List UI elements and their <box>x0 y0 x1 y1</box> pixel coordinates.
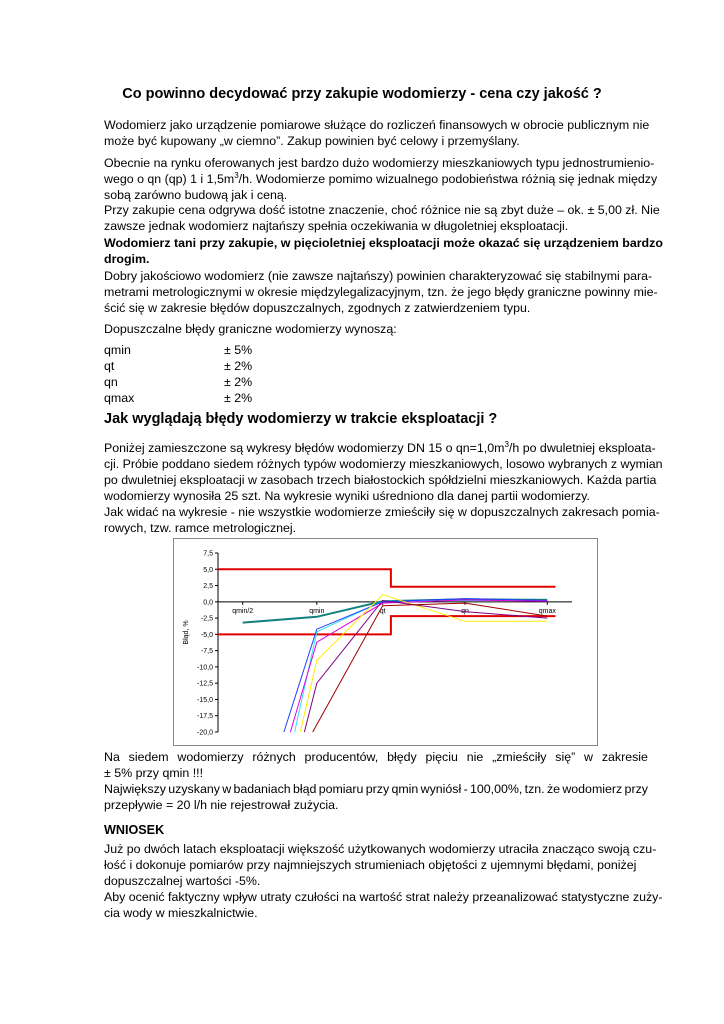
intro-paragraph-4-bold <box>104 235 663 267</box>
text-line: ± 5% przy qmin !!! <box>104 766 204 780</box>
x-tick-label: qmin <box>309 607 325 615</box>
flow-name: qmin <box>104 343 131 357</box>
superscript: 3 <box>504 439 509 449</box>
intro-paragraph-3 <box>104 202 660 234</box>
flow-name: qt <box>104 359 115 373</box>
text-fragment: wego o qn (qp) 1 i 1,5m <box>104 172 235 186</box>
y-axis-label: Błąd, % <box>183 620 190 645</box>
text-line: łość i dokonuje pomiarów przy najmniejszych strumieniach objętości z ujemnymi błędami, poniżej <box>104 858 637 872</box>
word: Na <box>104 750 120 764</box>
text-line: Przy zakupie cena odgrywa dość istotne znaczenie, choć różnice nie są zbyt duże – ok. ± 5,00 zł. Nie <box>104 203 660 217</box>
word: w <box>222 782 232 796</box>
word: siedem <box>128 750 169 764</box>
text-line: Jak widać na wykresie - nie wszystkie wodomierze zmieściły się w dopuszczalnych zakresach pomia- <box>104 505 660 519</box>
word: uzyskany <box>168 782 220 796</box>
word: 100,00%, <box>470 782 523 796</box>
word: wyniósł <box>420 782 462 796</box>
word: Największy <box>104 782 166 796</box>
y-tick-label: -15,0 <box>197 696 213 704</box>
y-tick-label: -17,5 <box>197 713 213 721</box>
error-value: ± 2% <box>224 375 253 389</box>
word: - <box>463 782 468 796</box>
flow-name: qmax <box>104 391 135 405</box>
y-tick-label: 7,5 <box>203 550 213 558</box>
text-line: Już po dwóch latach eksploatacji większość użytkowanych wodomierzy utraciła znacząco swoją czu- <box>104 842 657 856</box>
word: pomiaru <box>318 782 364 796</box>
section-heading: Jak wyglądają błędy wodomierzy w trakcie eksploatacji ? <box>104 411 498 427</box>
word: „zmieściły <box>492 750 547 764</box>
intro-paragraph-2 <box>104 155 658 203</box>
text-fragment: /h. Wodomierze pomimo wizualnego podobieństwa różnią się jednak między <box>238 172 658 186</box>
text-line: sobą zarówno budową jak i ceną. <box>104 188 288 202</box>
word: pięciu <box>425 750 458 764</box>
word: tzn. <box>524 782 545 796</box>
error-chart <box>173 538 598 746</box>
table-row <box>104 390 252 406</box>
text-line <box>104 170 658 187</box>
y-tick-label: -10,0 <box>197 664 213 672</box>
conclusion-heading: WNIOSEK <box>104 823 165 837</box>
series-line-magenta <box>290 600 547 732</box>
flow-name: qn <box>104 375 118 389</box>
y-tick-label: -5,0 <box>200 631 213 639</box>
text-line: drogim. <box>104 252 150 266</box>
word: badaniach <box>233 782 291 796</box>
table-row <box>104 342 252 358</box>
errors-table <box>104 342 252 406</box>
lower-limit-line <box>218 616 556 634</box>
page-title: Co powinno decydować przy zakupie wodomierzy - cena czy jakość ? <box>122 86 602 102</box>
word: że <box>546 782 561 796</box>
text-fragment: /h po dwuletniej eksploata- <box>508 441 656 455</box>
text-line: Obecnie na rynku oferowanych jest bardzo dużo wodomierzy mieszkaniowych typu jednostrumienio- <box>104 156 655 170</box>
text-line: Wodomierz tani przy zakupie, w pięcioletniej eksploatacji może okazać się urządzeniem bardzo <box>104 236 663 250</box>
table-row <box>104 358 252 374</box>
word: błędy <box>387 750 417 764</box>
series-line-darkred <box>313 603 548 732</box>
text-line: Aby ocenić faktyczny wpływ utraty czułości na wartość strat należy przeanalizować statystyczne zuży- <box>104 890 663 904</box>
word: różnych <box>252 750 296 764</box>
x-tick-label: qt <box>379 607 386 615</box>
superscript: 3 <box>234 170 239 180</box>
text-line: dopuszczalnej wartości -5%. <box>104 874 261 888</box>
word: nie <box>466 750 484 764</box>
word: przy <box>624 782 648 796</box>
text-line: metrami metrologicznymi w okresie międzylegalizacyjnym, tzn. że jego błędy graniczne powinny mie- <box>104 285 658 299</box>
word: przy <box>365 782 390 796</box>
series-line-cyan <box>295 601 548 733</box>
error-value: ± 2% <box>224 391 253 405</box>
intro-paragraph-6 <box>104 321 648 337</box>
y-tick-label: 2,5 <box>203 583 213 591</box>
word: zakresie <box>601 750 648 764</box>
text-line: Dopuszczalne błędy graniczne wodomierzy wynoszą: <box>104 322 397 336</box>
intro-paragraph-1 <box>104 117 648 149</box>
y-tick-label: -20,0 <box>197 729 213 737</box>
error-value: ± 2% <box>224 359 253 373</box>
y-tick-label: 5,0 <box>203 566 213 574</box>
error-value: ± 5% <box>224 343 253 357</box>
x-tick-label: qn <box>461 607 469 615</box>
table-row <box>104 374 252 390</box>
intro-paragraph-5 <box>104 268 658 316</box>
text-line: zawsze jednak wodomierz najtańszy spełnia oczekiwania w długoletniej eksploatacji. <box>104 219 569 233</box>
text-line: wodomierzy wynosiła 25 szt. Na wykresie wyniki uśredniono dla danej partii wodomierzy. <box>104 489 590 503</box>
text-fragment: Poniżej zamieszczone są wykresy błędów wodomierzy DN 15 o qn=1,0m <box>104 441 505 455</box>
chart-svg <box>174 539 597 745</box>
text-line: rowych, tzw. ramce metrologicznej. <box>104 521 297 535</box>
text-line: po dwuletniej eksploatacji w zasobach trzech białostockich spółdzielni mieszkaniowych. Każda partia <box>104 473 657 487</box>
section2-paragraph <box>104 439 663 536</box>
text-line: ścić się w zakresie błędów dopuszczalnych, zgodnych z zatwierdzeniem typu. <box>104 301 531 315</box>
text-line <box>104 439 656 456</box>
word: wodomierzy <box>177 750 244 764</box>
upper-limit-line <box>218 569 556 587</box>
word: wodomierz <box>562 782 623 796</box>
conclusion-paragraph <box>104 841 663 921</box>
word: producentów, <box>304 750 379 764</box>
y-tick-label: -12,5 <box>197 680 213 688</box>
word: błąd <box>292 782 317 796</box>
text-line: Wodomierz jako urządzenie pomiarowe służące do rozliczeń finansowych w obrocie publicznym nie <box>104 118 650 132</box>
word: się” <box>555 750 576 764</box>
text-line: może być kupowany „w ciemno”. Zakup powinien być celowy i przemyślany. <box>104 134 520 148</box>
word: qmin <box>391 782 419 796</box>
text-line: przepływie = 20 l/h nie rejestrował zużycia. <box>104 798 339 812</box>
x-tick-label: qmax <box>538 607 556 615</box>
text-line: Dobry jakościowo wodomierz (nie zawsze najtańszy) powinien charakteryzować się stabilnymi para- <box>104 269 653 283</box>
text-line: cji. Próbie poddano siedem różnych typów wodomierzy mieszkaniowych, losowo wybranych z wymian <box>104 457 663 471</box>
after-chart-paragraph <box>104 749 648 813</box>
text-line: cia wody w mieszkalnictwie. <box>104 906 258 920</box>
justified-line <box>104 749 648 765</box>
word: w <box>584 750 593 764</box>
y-tick-label: -2,5 <box>200 615 213 623</box>
x-tick-label: qmin/2 <box>232 607 254 615</box>
y-tick-label: -7,5 <box>200 648 213 656</box>
justified-line <box>104 781 648 797</box>
y-tick-label: 0,0 <box>203 599 213 607</box>
